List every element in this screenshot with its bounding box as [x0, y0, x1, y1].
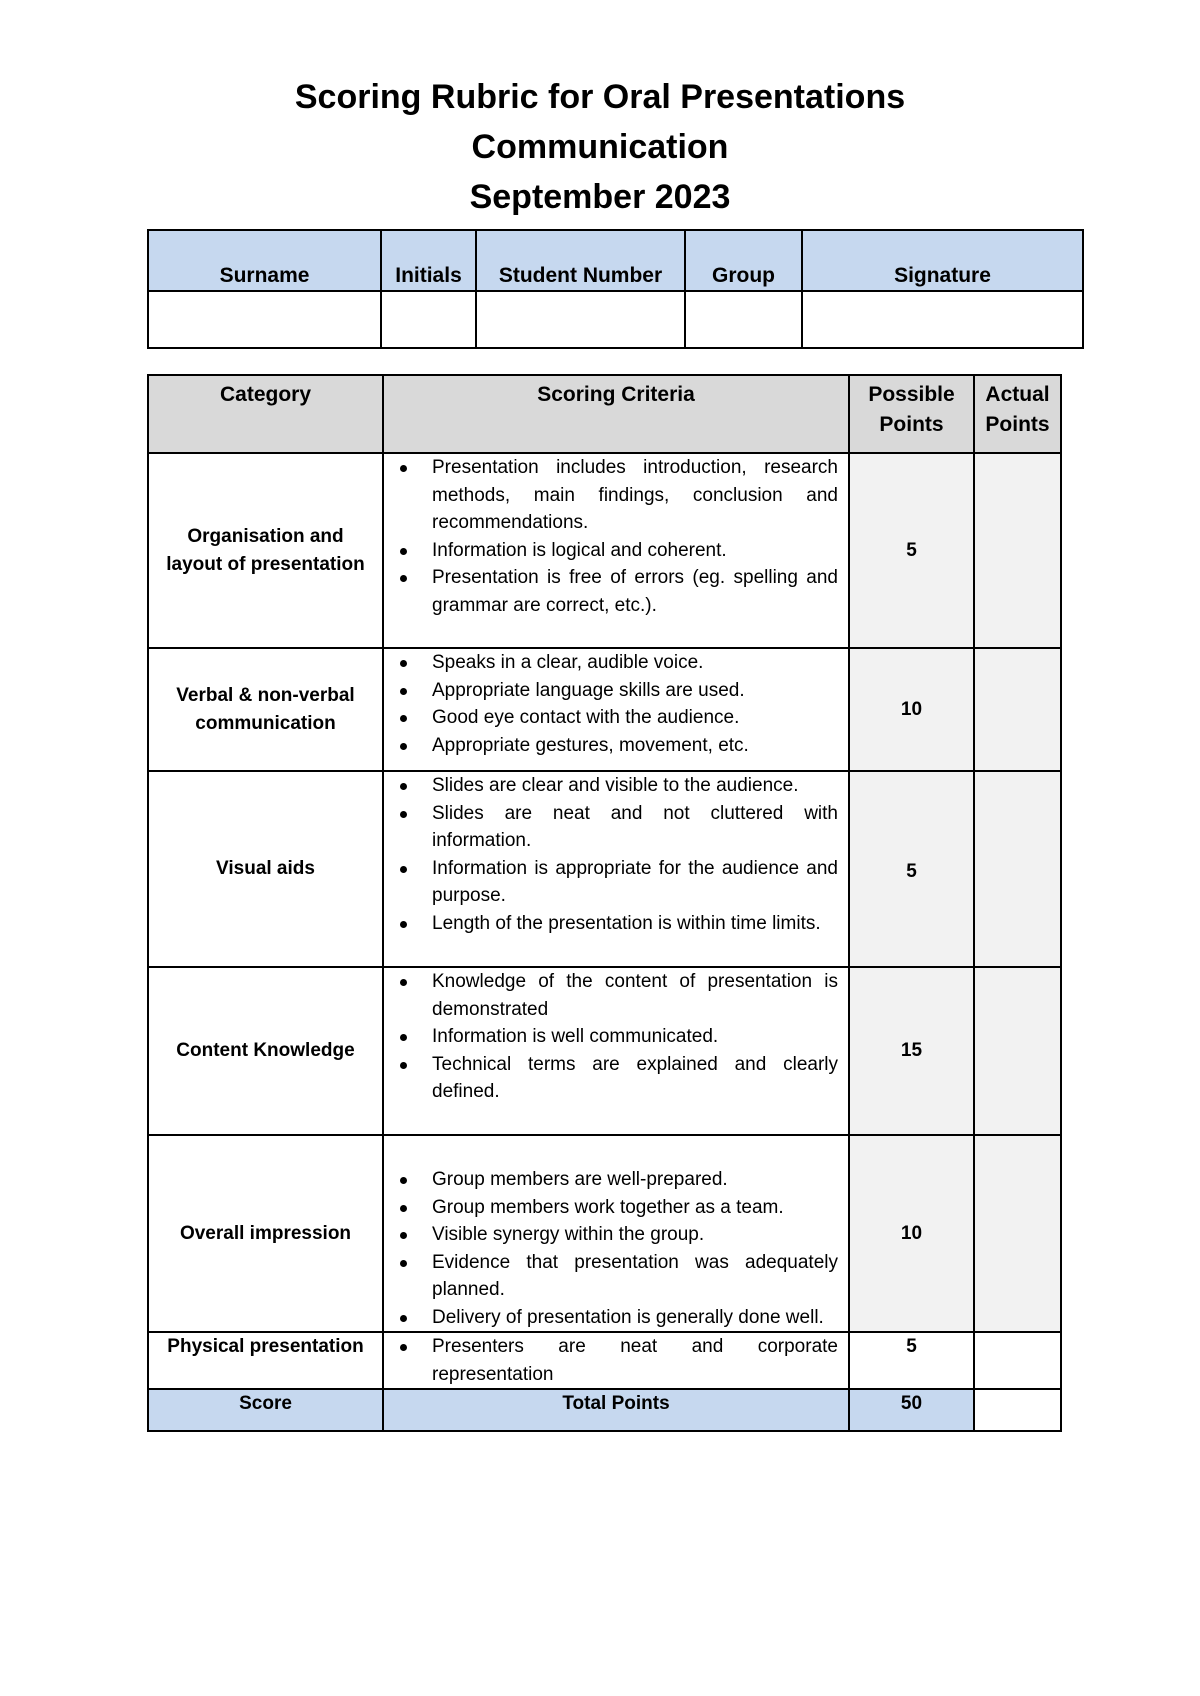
criteria-item: Visible synergy within the group.	[388, 1221, 838, 1249]
criteria-cell	[383, 1135, 849, 1332]
criteria-cell	[383, 771, 849, 967]
criteria-item: Delivery of presentation is generally done well.	[388, 1304, 838, 1332]
table-row	[148, 1135, 1061, 1332]
category-cell: Verbal & non-verbal communication	[148, 648, 383, 771]
criteria-cell	[383, 648, 849, 771]
title-main: Scoring Rubric for Oral Presentations	[294, 78, 906, 116]
category-cell: Physical presentation	[148, 1332, 383, 1389]
criteria-item: Presenters are neat and corporate representation	[388, 1333, 838, 1388]
student-info-table	[147, 229, 1084, 349]
table-row	[148, 648, 1061, 771]
table-row	[148, 771, 1061, 967]
header-category: Category	[148, 375, 383, 453]
criteria-cell	[383, 967, 849, 1135]
category-cell: Overall impression	[148, 1135, 383, 1332]
header-initials: Initials	[381, 230, 476, 291]
criteria-item: Good eye contact with the audience.	[388, 704, 838, 732]
criteria-item: Slides are clear and visible to the audience.	[388, 772, 838, 800]
actual-points-input[interactable]	[974, 771, 1061, 967]
total-points-value: 50	[849, 1389, 974, 1431]
criteria-item: Presentation includes introduction, research methods, main findings, conclusion and recommendations.	[388, 454, 838, 537]
title-date: September 2023	[469, 178, 731, 216]
title-subject: Communication	[471, 128, 729, 166]
table-row	[148, 967, 1061, 1135]
rubric-table	[147, 374, 1062, 1432]
header-criteria: Scoring Criteria	[383, 375, 849, 453]
actual-points-input[interactable]	[974, 1332, 1061, 1389]
group-field[interactable]	[685, 291, 802, 348]
criteria-item: Information is appropriate for the audience and purpose.	[388, 855, 838, 910]
possible-points-cell: 5	[849, 1332, 974, 1389]
category-cell: Visual aids	[148, 771, 383, 967]
criteria-item: Presentation is free of errors (eg. spelling and grammar are correct, etc.).	[388, 564, 838, 619]
criteria-item: Knowledge of the content of presentation is demonstrated	[388, 968, 838, 1023]
title-block	[0, 72, 1200, 222]
actual-points-input[interactable]	[974, 648, 1061, 771]
header-signature: Signature	[802, 230, 1083, 291]
possible-points-cell: 5	[849, 771, 974, 967]
actual-points-input[interactable]	[974, 1135, 1061, 1332]
header-possible-points: Possible Points	[849, 375, 974, 453]
score-row	[148, 1389, 1061, 1431]
actual-score-input[interactable]	[974, 1389, 1061, 1431]
possible-points-cell: 15	[849, 967, 974, 1135]
criteria-item: Slides are neat and not cluttered with information.	[388, 800, 838, 855]
table-row	[148, 1332, 1061, 1389]
initials-field[interactable]	[381, 291, 476, 348]
criteria-item: Length of the presentation is within time limits.	[388, 910, 838, 938]
criteria-item: Appropriate gestures, movement, etc.	[388, 732, 838, 760]
score-label: Score	[148, 1389, 383, 1431]
criteria-item: Group members are well-prepared.	[388, 1166, 838, 1194]
criteria-item: Evidence that presentation was adequately planned.	[388, 1249, 838, 1304]
student-number-field[interactable]	[476, 291, 685, 348]
criteria-item: Technical terms are explained and clearly defined.	[388, 1051, 838, 1106]
table-row	[148, 453, 1061, 648]
criteria-item: Appropriate language skills are used.	[388, 677, 838, 705]
possible-points-cell: 10	[849, 1135, 974, 1332]
criteria-cell	[383, 453, 849, 648]
criteria-item: Speaks in a clear, audible voice.	[388, 649, 838, 677]
header-group: Group	[685, 230, 802, 291]
header-student-number: Student Number	[476, 230, 685, 291]
criteria-item: Information is logical and coherent.	[388, 537, 838, 565]
possible-points-cell: 5	[849, 453, 974, 648]
signature-field[interactable]	[802, 291, 1083, 348]
criteria-cell	[383, 1332, 849, 1389]
actual-points-input[interactable]	[974, 967, 1061, 1135]
header-actual-points: Actual Points	[974, 375, 1061, 453]
criteria-item: Group members work together as a team.	[388, 1194, 838, 1222]
total-points-label: Total Points	[383, 1389, 849, 1431]
actual-points-input[interactable]	[974, 453, 1061, 648]
possible-points-cell: 10	[849, 648, 974, 771]
category-cell: Organisation and layout of presentation	[148, 453, 383, 648]
criteria-item: Information is well communicated.	[388, 1023, 838, 1051]
header-surname: Surname	[148, 230, 381, 291]
surname-field[interactable]	[148, 291, 381, 348]
category-cell: Content Knowledge	[148, 967, 383, 1135]
